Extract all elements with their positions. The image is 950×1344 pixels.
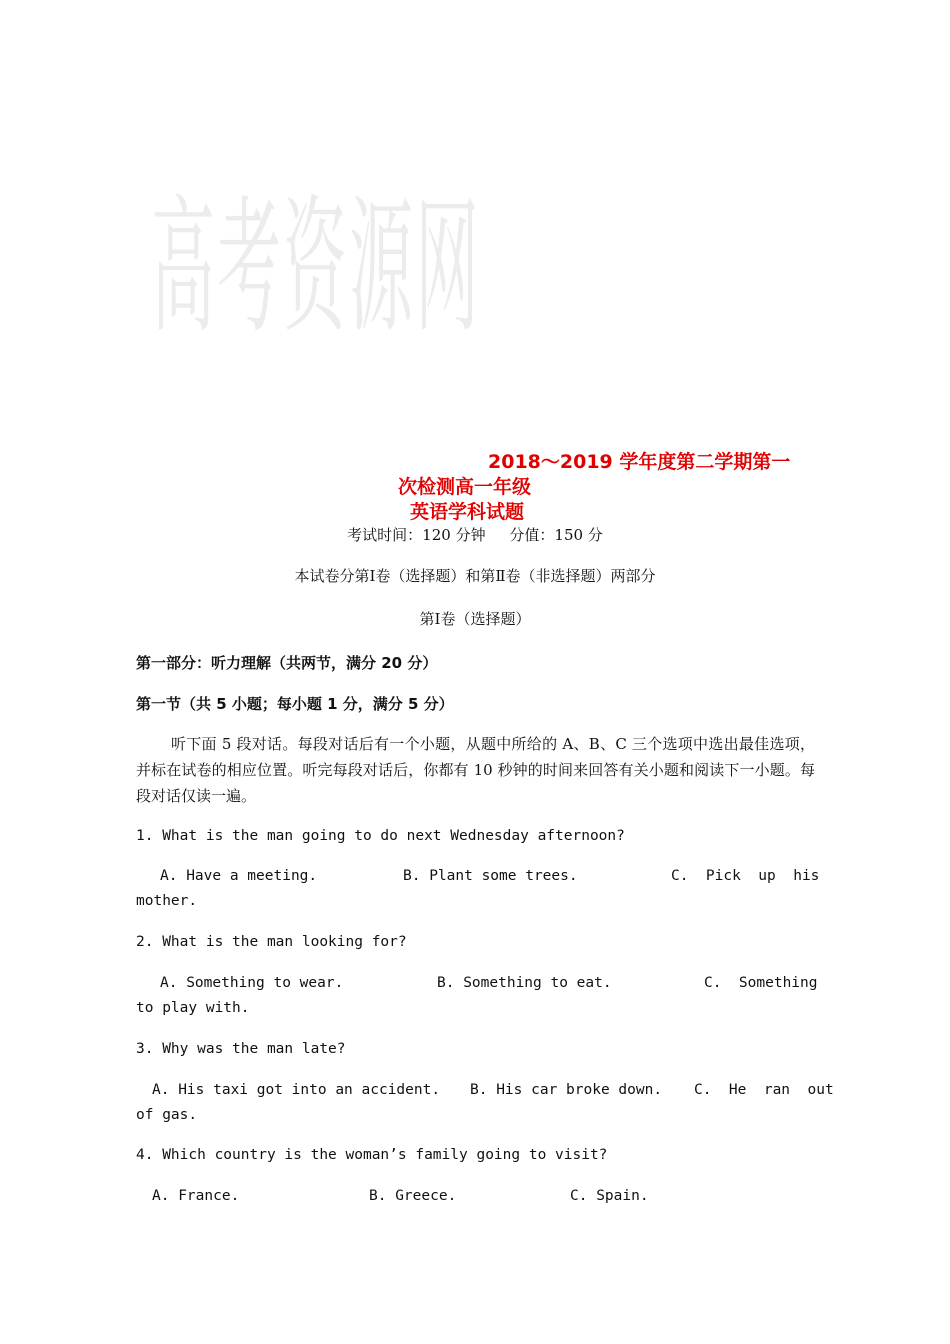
part1-heading: 第一部分：听力理解（共两节，满分 20 分） bbox=[136, 654, 438, 672]
question-1-option-c: C. Pick up his bbox=[671, 868, 820, 884]
section1-heading: 第一节（共 5 小题；每小题 1 分，满分 5 分） bbox=[136, 695, 454, 713]
question-3-option-c-cont: of gas. bbox=[136, 1107, 198, 1123]
paper-note: 本试卷分第Ⅰ卷（选择题）和第Ⅱ卷（非选择题）两部分 bbox=[294, 567, 656, 585]
question-4-option-a: A. France. bbox=[152, 1188, 240, 1204]
watermark bbox=[150, 158, 482, 353]
question-1-options bbox=[136, 866, 820, 886]
question-3-option-a: A. His taxi got into an accident. bbox=[152, 1082, 441, 1098]
question-2-option-c: C. Something bbox=[704, 975, 818, 991]
question-3-option-b: B. His car broke down. bbox=[470, 1082, 663, 1098]
question-2-options bbox=[136, 973, 818, 993]
question-4-options bbox=[136, 1186, 815, 1206]
exam-title-line-2: 次检测高一年级 bbox=[398, 476, 532, 498]
question-1-option-b: B. Plant some trees. bbox=[403, 868, 578, 884]
question-4-stem: 4. Which country is the woman’s family going to visit? bbox=[136, 1147, 608, 1163]
volume-label: 第Ⅰ卷（选择题） bbox=[419, 610, 531, 628]
question-1-option-c-cont: mother. bbox=[136, 893, 198, 909]
question-2-option-c-cont: to play with. bbox=[136, 1000, 250, 1016]
watermark-text: 高考资源网 bbox=[151, 184, 481, 355]
exam-title-line-1: 2018～2019 学年度第二学期第一 bbox=[488, 451, 791, 473]
question-1-option-a: A. Have a meeting. bbox=[160, 868, 318, 884]
question-4-option-c: C. Spain. bbox=[570, 1188, 649, 1204]
question-3-options bbox=[136, 1080, 834, 1100]
question-3-option-c: C. He ran out bbox=[694, 1082, 834, 1098]
question-2-stem: 2. What is the man looking for? bbox=[136, 934, 407, 950]
question-2-option-b: B. Something to eat. bbox=[437, 975, 612, 991]
question-4-option-b: B. Greece. bbox=[369, 1188, 457, 1204]
question-1-stem: 1. What is the man going to do next Wednesday afternoon? bbox=[136, 828, 625, 844]
question-2-option-a: A. Something to wear. bbox=[160, 975, 344, 991]
question-3-stem: 3. Why was the man late? bbox=[136, 1041, 346, 1057]
exam-title-line-3: 英语学科试题 bbox=[410, 501, 525, 523]
exam-info: 考试时间：120 分钟 分值：150 分 bbox=[347, 526, 603, 544]
listening-instructions: 听下面 5 段对话。每段对话后有一个小题，从题中所给的 A、B、C 三个选项中选出最佳选项，并标在试卷的相应位置。听完每段对话后，你都有 10 秒钟的时间来回答有关小题和阅读下一小题。每段对话仅读一遍。 bbox=[136, 735, 815, 805]
